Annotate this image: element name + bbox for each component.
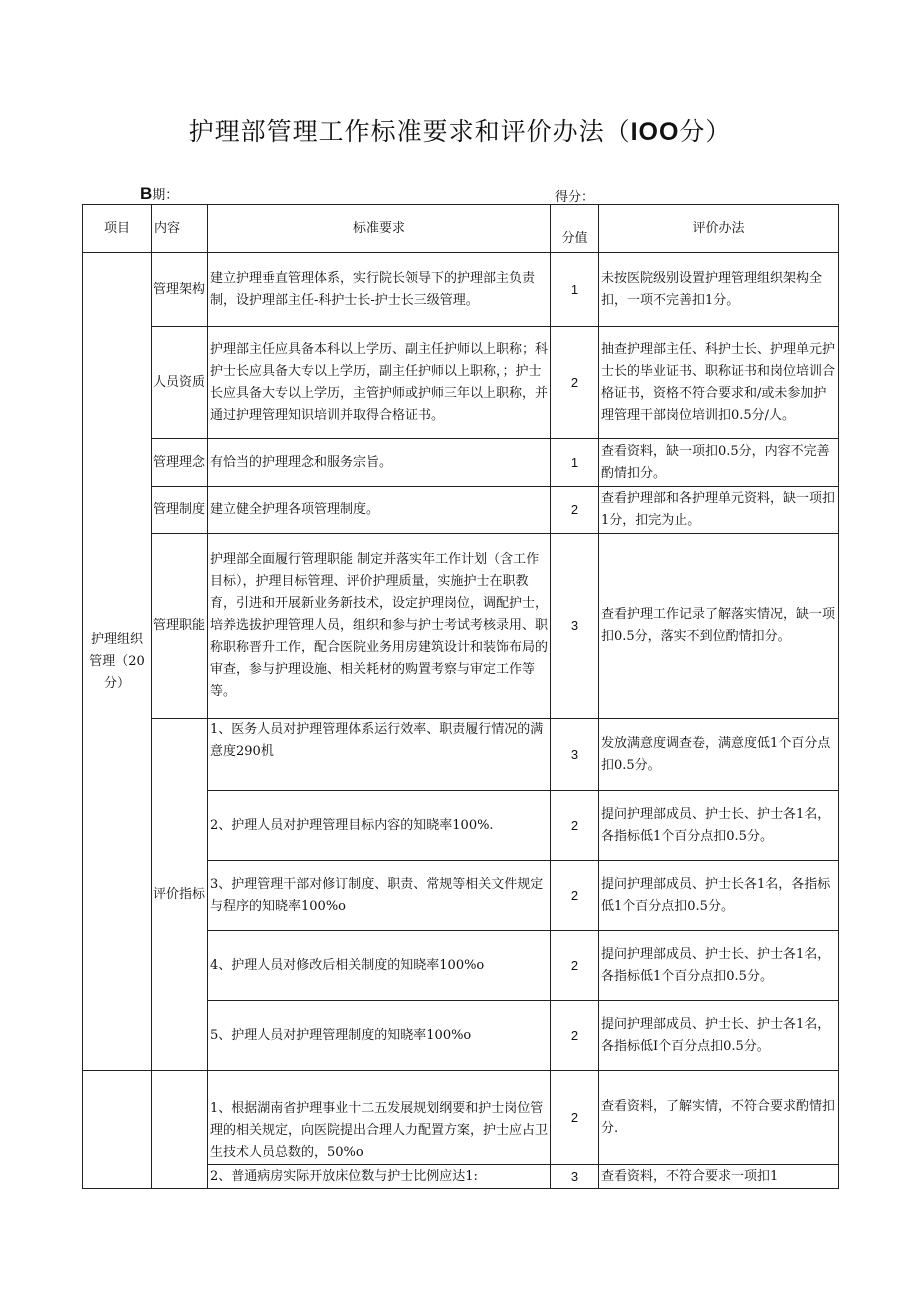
evaluation-table xyxy=(82,204,839,1189)
content-cell: 管理理念 xyxy=(152,439,208,487)
evaluation-cell: 提问护理部成员、护士长、护士各1名，各指标低I个百分点扣0.5分。 xyxy=(599,1001,839,1071)
score-field: 得分： xyxy=(555,190,595,205)
standard-cell: 有恰当的护理理念和服务宗旨。 xyxy=(208,439,551,487)
standard-cell: 建立健全护理各项管理制度。 xyxy=(208,487,551,534)
standard-cell: 3、护理管理干部对修订制度、职责、常规等相关文件规定与程序的知晓率100%o xyxy=(208,861,551,931)
header-standard: 标准要求 xyxy=(208,205,551,253)
table-header xyxy=(83,205,839,253)
score-cell: 1 xyxy=(551,253,599,327)
standard-cell: 2、普通病房实际开放床位数与护士比例应达1: xyxy=(208,1165,551,1189)
table-row xyxy=(83,327,839,439)
content-cell: 管理制度 xyxy=(152,487,208,534)
evaluation-cell: 查看资料，了解实情，不符合要求酌情扣分. xyxy=(599,1071,839,1165)
score-cell: 1 xyxy=(551,439,599,487)
table-row xyxy=(83,439,839,487)
evaluation-cell: 提问护理部成员、护士长各1名，各指标低1个百分点扣0.5分。 xyxy=(599,861,839,931)
score-cell: 3 xyxy=(551,534,599,719)
score-cell: 2 xyxy=(551,1001,599,1071)
evaluation-cell: 提问护理部成员、护士长、护士各1名，各指标低1个百分点扣0.5分。 xyxy=(599,931,839,1001)
standard-cell: 2、护理人员对护理管理目标内容的知晓率100%. xyxy=(208,791,551,861)
evaluation-cell: 查看护理工作记录了解落实情况，缺一项扣0.5分，落实不到位酌情扣分。 xyxy=(599,534,839,719)
date-field: B期： xyxy=(140,184,179,203)
evaluation-cell: 抽查护理部主任、科护士长、护理单元护士长的毕业证书、职称证书和岗位培训合格证书，资格不符合要求和/或未参加护理管理干部岗位培训扣0.5分/人。 xyxy=(599,327,839,439)
table-row xyxy=(83,534,839,719)
score-cell: 3 xyxy=(551,1165,599,1189)
content-cell: 管理职能 xyxy=(152,534,208,719)
standard-cell: 1、根据湖南省护理事业十二五发展规划纲要和护士岗位管理的相关规定，向医院提出合理人力配置方案，护士应占卫生技术人员总数的，50%o xyxy=(208,1071,551,1165)
score-cell: 2 xyxy=(551,1071,599,1165)
standard-cell: 5、护理人员对护理管理制度的知晓率100%o xyxy=(208,1001,551,1071)
header-evaluation: 评价办法 xyxy=(599,205,839,253)
content-cell: 评价指标 xyxy=(152,719,208,1071)
evaluation-cell: 查看护理部和各护理单元资料，缺一项扣1分，扣完为止。 xyxy=(599,487,839,534)
score-cell: 2 xyxy=(551,931,599,1001)
score-cell: 2 xyxy=(551,861,599,931)
evaluation-cell: 提问护理部成员、护士长、护士各1名，各指标低1个百分点扣0.5分。 xyxy=(599,791,839,861)
score-cell: 2 xyxy=(551,327,599,439)
content-cell: 管理架构 xyxy=(152,253,208,327)
item-cell-empty xyxy=(83,1071,152,1189)
standard-cell: 1、医务人员对护理管理体系运行效率、职责履行情况的满意度290机 xyxy=(208,719,551,791)
standard-cell: 建立护理垂直管理体系，实行院长领导下的护理部主负责制，设护理部主任-科护士长-护士长三级管理。 xyxy=(208,253,551,327)
header-item: 项目 xyxy=(83,205,152,253)
evaluation-cell: 发放满意度调查卷，满意度低1个百分点扣0.5分。 xyxy=(599,719,839,791)
score-cell: 3 xyxy=(551,719,599,791)
score-cell: 2 xyxy=(551,791,599,861)
table-row xyxy=(83,719,839,791)
evaluation-cell: 查看资料，不符合要求一项扣1 xyxy=(599,1165,839,1189)
table-row xyxy=(83,1071,839,1165)
item-cell: 护理组织管理（20分） xyxy=(83,253,152,1071)
header-content: 内容 xyxy=(152,205,208,253)
score-cell: 2 xyxy=(551,487,599,534)
standard-cell: 4、护理人员对修改后相关制度的知晓率100%o xyxy=(208,931,551,1001)
table-row xyxy=(83,253,839,327)
content-cell: 人员资质 xyxy=(152,327,208,439)
content-cell-empty xyxy=(152,1071,208,1189)
table-row xyxy=(83,487,839,534)
evaluation-cell: 未按医院级别设置护理管理组织架构全扣，一项不完善扣1分。 xyxy=(599,253,839,327)
evaluation-cell: 查看资料，缺一项扣0.5分，内容不完善酌情扣分。 xyxy=(599,439,839,487)
standard-cell: 护理部全面履行管理职能 制定并落实年工作计划（含工作目标），护理目标管理、评价护理质量，实施护士在职教育，引进和开展新业务新技术，设定护理岗位，调配护士，培养选拔护理管理人员，组织和参与护士考试考核录用、职称职称晋升工作，配合医院业务用房建筑设计和装饰布局的审查，参与护理设施、相关耗材的购置考察与审定工作等等。 xyxy=(208,534,551,719)
header-score: 分值 xyxy=(551,205,599,253)
page-title: 护理部管理工作标准要求和评价办法（IOO分） xyxy=(188,117,732,146)
standard-cell: 护理部主任应具备本科以上学历、副主任护师以上职称；科护士长应具备大专以上学历，副主任护师以上职称，；护士长应具备大专以上学历，主管护师或护师三年以上职称，并通过护理管理知识培训并取得合格证书。 xyxy=(208,327,551,439)
